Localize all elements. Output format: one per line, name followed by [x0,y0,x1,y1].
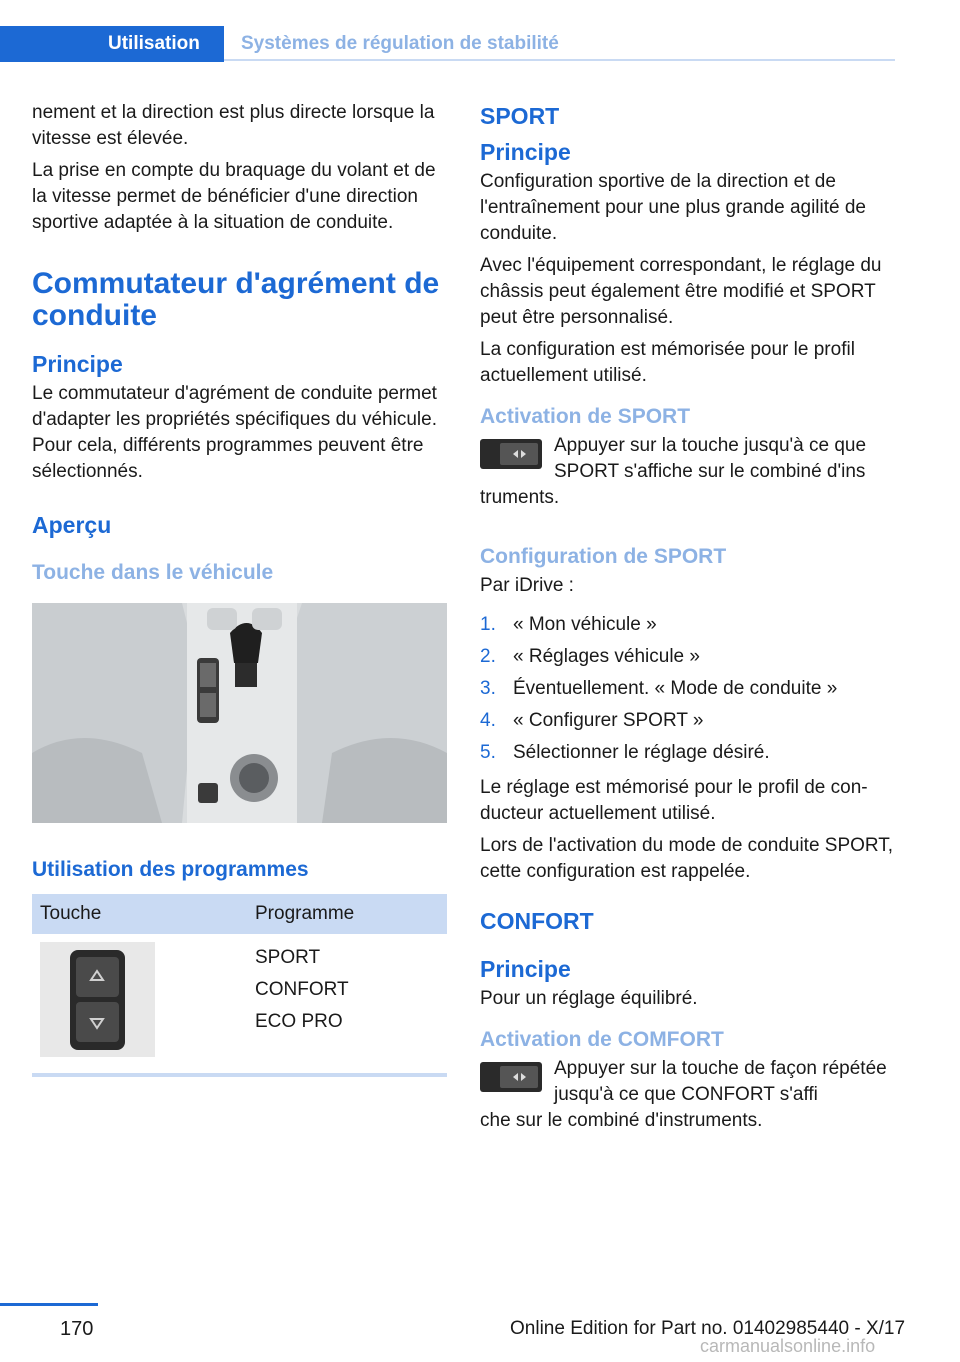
header-rule [224,59,895,61]
list-item: 3. Éventuellement. « Mode de conduite » [480,678,838,699]
activation-comfort-text: Appuyer sur la touche de façon répétée jusqu'à ce que CONFORT s'affi [554,1058,887,1105]
config-paragraph-1: Le réglage est mémorisé pour le profil de conducteur actuellement utilisé. [480,777,868,824]
program-confort: CONFORT [255,979,349,1000]
heading-configuration-sport: Configuration de SPORT [480,545,727,568]
heading-principe: Principe [32,351,123,377]
list-item: 4. « Configurer SPORT » [480,710,704,731]
edition-note: Online Edition for Part no. 01402985440 - X/17 [510,1318,906,1339]
confort-paragraph: Pour un réglage équilibré. [480,988,698,1009]
list-item: 1. « Mon véhicule » [480,614,657,635]
heading-sport-principe: Principe [480,139,571,165]
mode-switch-icon [480,439,542,469]
list-item: 2. « Réglages véhicule » [480,646,700,667]
config-paragraph-2: Lors de l'activation du mode de conduite SPORT, cette configuration est rappelée. [480,835,894,882]
sport-paragraph-2: Avec l'équipement correspondant, le réglage du châssis peut également être modifié et SPORT peut être personnalisé. [480,255,882,328]
heading-activation-comfort: Activation de COMFORT [480,1028,724,1051]
sport-paragraph-1: Configuration sportive de la direction et de l'entraînement pour une plus grande agilité de conduite. [480,171,867,244]
left-column [32,100,448,1077]
intro-paragraph-1: nement et la direction est plus directe lorsque la vitesse est élevée. [32,102,435,149]
console-photo [32,603,447,823]
page-header [0,26,895,62]
heading-sport: SPORT [480,103,560,129]
list-item: 5. Sélectionner le réglage désiré. [480,742,770,763]
activation-comfort-text-cont: che sur le combiné d'instruments. [480,1110,763,1131]
heading-confort: CONFORT [480,908,594,934]
right-column [480,102,896,1134]
program-sport: SPORT [255,947,321,968]
principe-paragraph: Le commutateur d'agrément de conduite permet d'adapter les propriétés spécifiques du véhicule. Pour cela, différents programmes peuvent être sélectionnés. [32,383,437,482]
footer-rule [0,1303,98,1306]
watermark: carmanualsonline.info [700,1336,876,1356]
table-header-touche: Touche [32,894,247,934]
heading-confort-principe: Principe [480,956,571,982]
par-idrive: Par iDrive : [480,575,574,596]
table-footer-rule [32,1073,447,1077]
heading-apercu: Aperçu [32,512,112,538]
page-number: 170 [60,1318,94,1340]
config-steps-list [480,609,896,769]
table-header-programme: Programme [247,894,447,934]
heading-utilisation-programmes: Utilisation des programmes [32,858,309,881]
table-row [32,934,447,1063]
heading-commutateur: Commutateur d'agrément de conduite [32,267,440,332]
program-eco-pro: ECO PRO [255,1011,343,1032]
intro-paragraph-2: La prise en compte du braquage du volant et de la vitesse permet de bénéficier d'une direction sportive adaptée à la situation de conduite. [32,160,436,233]
programs-table [32,894,447,1063]
activation-sport-text: Appuyer sur la touche jusqu'à ce que SPORT s'affiche sur le combiné d'ins [554,435,867,482]
activation-comfort-instruction [480,1056,896,1134]
sport-paragraph-3: La configuration est mémorisée pour le profil actuellement utilisé. [480,339,855,386]
table-header-row [32,894,447,934]
activation-sport-text-cont: truments. [480,487,560,508]
header-section-title: Systèmes de régulation de stabilité [241,33,559,54]
heading-activation-sport: Activation de SPORT [480,405,691,428]
mode-switch-button-image [40,942,155,1057]
heading-touche-vehicule: Touche dans le véhicule [32,561,274,584]
mode-switch-icon [480,1062,542,1092]
activation-sport-instruction [480,433,896,511]
header-tab: Utilisation [0,26,224,62]
